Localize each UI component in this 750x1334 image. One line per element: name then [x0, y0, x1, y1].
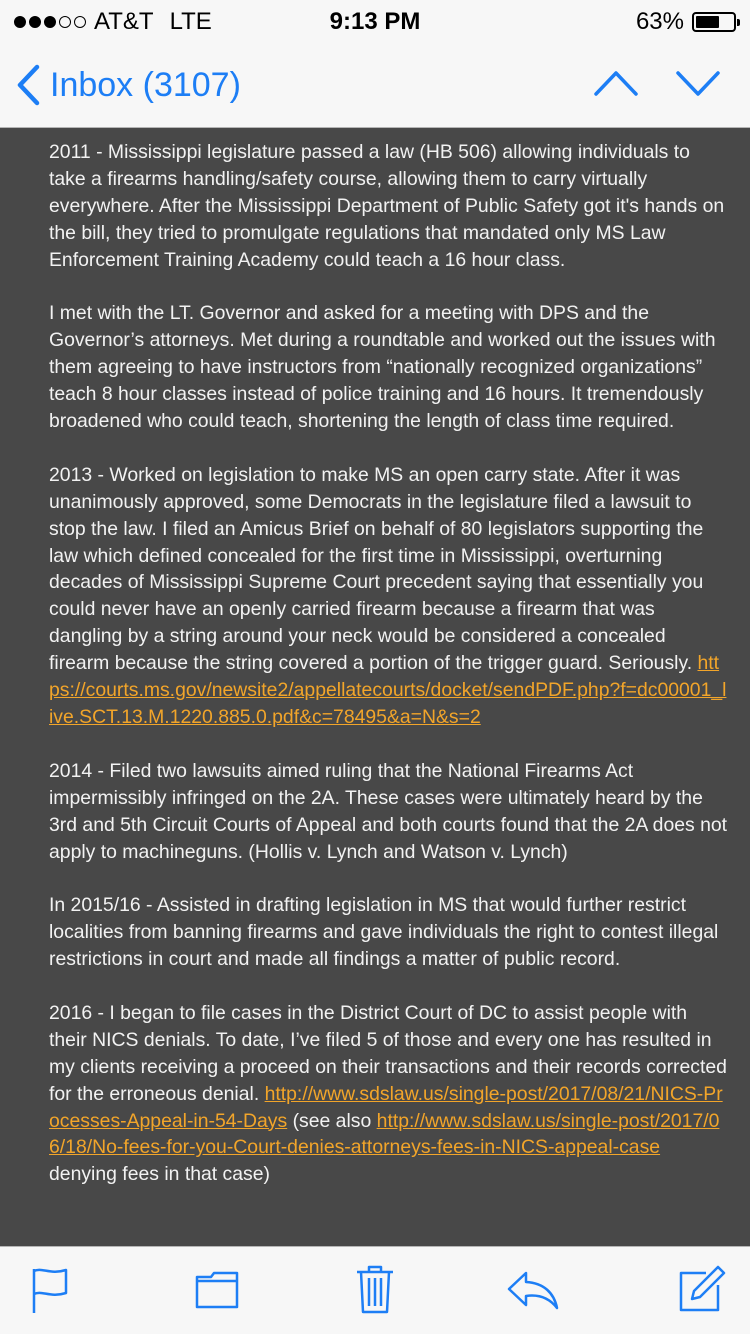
paragraph-text: 2016 - I began to file cases in the District Court of DC to assist people with their NICS denials. To date, I’ve filed 5 of those and every one has resulted in my clients receiving a proceed on their transactions and their records corrected for the erroneous denial.: [49, 1001, 727, 1105]
paragraph: 2011 - Mississippi legislature passed a law (HB 506) allowing individuals to take a firearms handling/safety course, allowing them to carry virtually everywhere. After the Mississippi Department of Public Safety got it's hands on the bill, they tried to promulgate regulations that mandated only MS Law Enforcement Training Academy could teach a 16 hour class.: [49, 141, 725, 271]
compose-button[interactable]: [678, 1263, 728, 1318]
status-right: [636, 8, 736, 36]
trash-icon: [355, 1263, 395, 1315]
paragraph-text: denying fees in that case): [49, 1163, 270, 1186]
navigation-bar: [0, 40, 750, 128]
chevron-up-icon: [592, 66, 640, 100]
signal-dot: [44, 16, 56, 28]
signal-dot: [74, 16, 86, 28]
network-type: LTE: [169, 8, 212, 35]
signal-dot: [14, 16, 26, 28]
reply-icon: [506, 1269, 560, 1311]
previous-message-button[interactable]: [592, 66, 640, 100]
signal-dot: [29, 16, 41, 28]
message-body: [49, 139, 729, 1215]
paragraph: In 2015/16 - Assisted in drafting legislation in MS that would further restrict localities from banning firearms and gave individuals the right to contest illegal restrictions in court and made all findings a matter of public record.: [49, 894, 719, 971]
reply-button[interactable]: [506, 1269, 560, 1316]
chevron-left-icon: [16, 64, 40, 106]
status-left: [14, 8, 212, 36]
paragraph: [49, 1000, 729, 1188]
back-to-inbox-button[interactable]: [16, 64, 241, 106]
signal-strength-icon: [14, 16, 86, 28]
message-body-scroll[interactable]: [0, 128, 750, 1246]
paragraph-text: 2013 - Worked on legislation to make MS an open carry state. After it was unanimously approved, some Democrats in the legislature filed a lawsuit to stop the law. I filed an Amicus Brief on behalf of 80 legislators supporting the law which defined concealed for the first time in Mississippi, overturning decades of Mississippi Supreme Court precedent saying that essentially you could never have an openly carried firearm because a firearm that was dangling by a string around your neck would be considered a concealed firearm because the string covered a portion of the trigger guard. Seriously.: [49, 463, 704, 675]
court-docket-link[interactable]: https://courts.ms.gov/newsite2/appellatecourts/docket/sendPDF.php?f=dc00001_live.SCT.13.M.1220.885.0.pdf&c=78495&a=N&s=2: [49, 652, 727, 728]
paragraph: [49, 462, 729, 731]
battery-fill: [696, 16, 719, 28]
next-message-button[interactable]: [674, 66, 722, 100]
carrier-name: AT&T: [94, 8, 154, 35]
trash-button[interactable]: [355, 1263, 395, 1320]
move-to-folder-button[interactable]: [195, 1269, 241, 1316]
battery-percent: 63%: [635, 8, 684, 35]
flag-button[interactable]: [30, 1265, 70, 1320]
paragraph-text: (see also: [287, 1109, 377, 1132]
no-fees-link[interactable]: http://www.sdslaw.us/single-post/2017/06/18/No-fees-for-you-Court-denies-attorneys-fees-in-NICS-appeal-case: [49, 1109, 720, 1159]
flag-icon: [30, 1265, 70, 1315]
paragraph: 2014 - Filed two lawsuits aimed ruling that the National Firearms Act impermissibly infringed on the 2A. These cases were ultimately heard by the 3rd and 5th Circuit Courts of Appeal and both courts found that the 2A does not apply to machineguns. (Hollis v. Lynch and Watson v. Lynch): [49, 759, 728, 863]
battery-icon: [692, 12, 736, 32]
folder-icon: [195, 1269, 241, 1311]
back-label: Inbox (3107): [50, 65, 241, 104]
status-bar: [0, 0, 750, 40]
paragraph: I met with the LT. Governor and asked for a meeting with DPS and the Governor’s attorneys. Met during a roundtable and worked out the issues with them agreeing to have instructors from “nationally recognized organizations” teach 8 hour classes instead of police training and 16 hours. It tremendously broadened who could teach, shortening the length of class time required.: [49, 302, 716, 433]
signal-dot: [59, 16, 71, 28]
compose-icon: [678, 1263, 728, 1313]
chevron-down-icon: [674, 66, 722, 100]
nics-appeal-link[interactable]: http://www.sdslaw.us/single-post/2017/08/21/NICS-Processes-Appeal-in-54-Days: [49, 1082, 723, 1132]
status-time: 9:13 PM: [329, 8, 421, 35]
bottom-toolbar: [0, 1246, 750, 1334]
